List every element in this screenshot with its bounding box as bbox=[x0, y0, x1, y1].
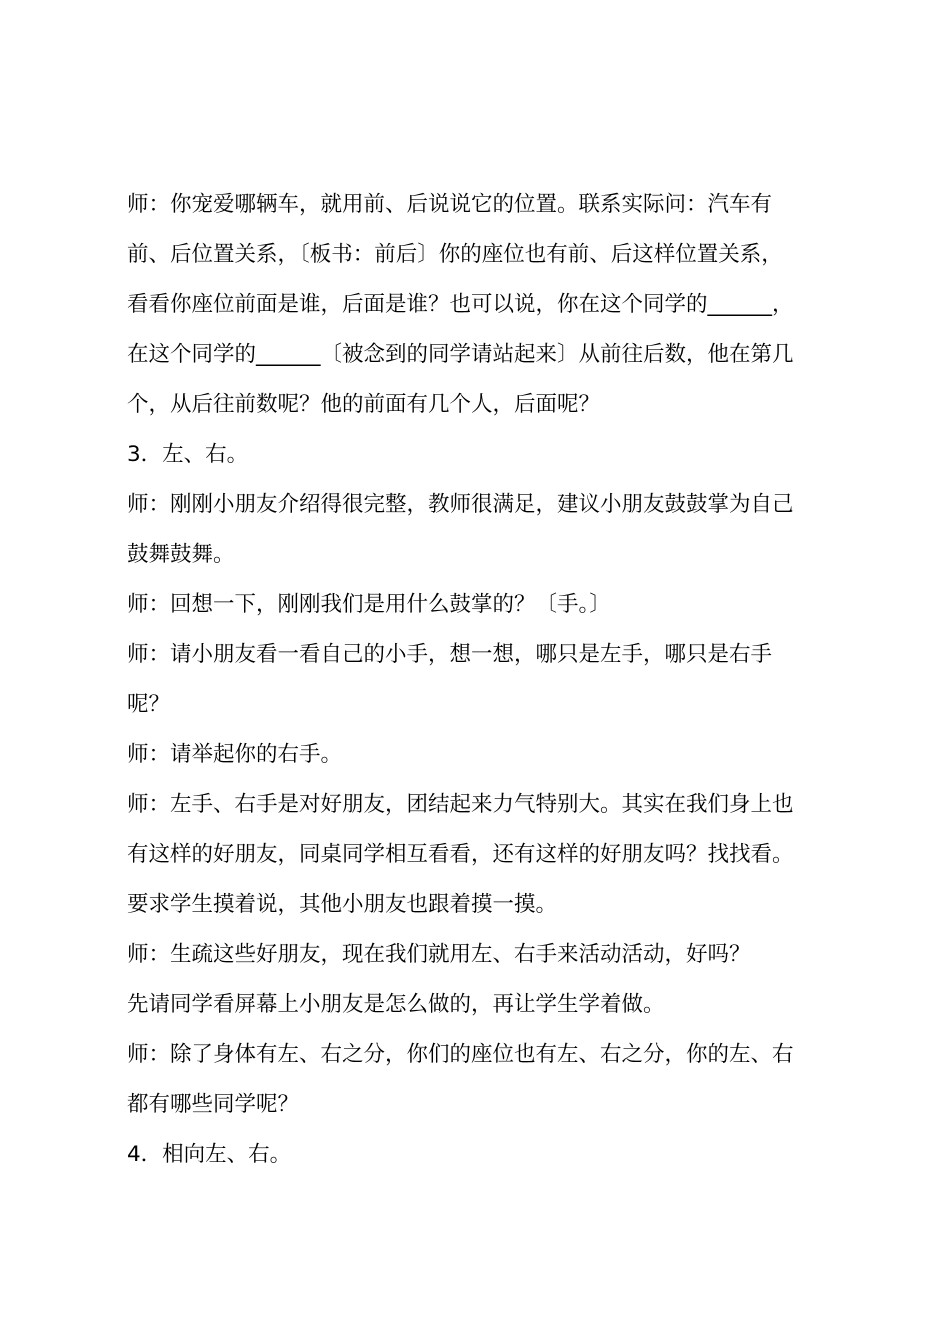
text-line: 在这个同学的______〔被念到的同学请站起来〕从前往后数，他在第几 bbox=[127, 342, 794, 367]
text-line: 看看你座位前面是谁，后面是谁？也可以说，你在这个同学的______， bbox=[127, 292, 794, 317]
text-line: 前、后位置关系，〔板书：前后〕你的座位也有前、后这样位置关系， bbox=[127, 242, 783, 267]
text-line: 鼓舞鼓舞。 bbox=[127, 542, 235, 567]
text-line: 师：请举起你的右手。 bbox=[127, 742, 343, 767]
text-line: 师：你宠爱哪辆车，就用前、后说说它的位置。联系实际问：汽车有 bbox=[127, 192, 773, 217]
text-line: 师：刚刚小朋友介绍得很完整，教师很满足，建议小朋友鼓鼓掌为自己 bbox=[127, 492, 794, 517]
text-line: 个，从后往前数呢？他的前面有几个人，后面呢？ bbox=[127, 392, 601, 417]
text-line: 师：回想一下，刚刚我们是用什么鼓掌的？〔手。〕 bbox=[127, 592, 611, 617]
section-heading: 3．左、右。 bbox=[127, 442, 249, 467]
text-line: 要求学生摸着说，其他小朋友也跟着摸一摸。 bbox=[127, 892, 558, 917]
text-line: 有这样的好朋友，同桌同学相互看看，还有这样的好朋友吗？找找看。 bbox=[127, 842, 794, 867]
document-body bbox=[127, 180, 837, 1180]
section-heading: 4．相向左、右。 bbox=[127, 1142, 292, 1167]
text-line: 呢？ bbox=[127, 692, 171, 717]
text-line: 都有哪些同学呢？ bbox=[127, 1092, 300, 1117]
text-line: 师：除了身体有左、右之分，你们的座位也有左、右之分，你的左、右 bbox=[127, 1042, 794, 1067]
text-line: 先请同学看屏幕上小朋友是怎么做的，再让学生学着做。 bbox=[127, 992, 665, 1017]
text-line: 师：左手、右手是对好朋友，团结起来力气特别大。其实在我们身上也 bbox=[127, 792, 794, 817]
text-line: 师：请小朋友看一看自己的小手，想一想，哪只是左手，哪只是右手 bbox=[127, 642, 773, 667]
text-line: 师：生疏这些好朋友，现在我们就用左、右手来活动活动，好吗？ bbox=[127, 942, 751, 967]
